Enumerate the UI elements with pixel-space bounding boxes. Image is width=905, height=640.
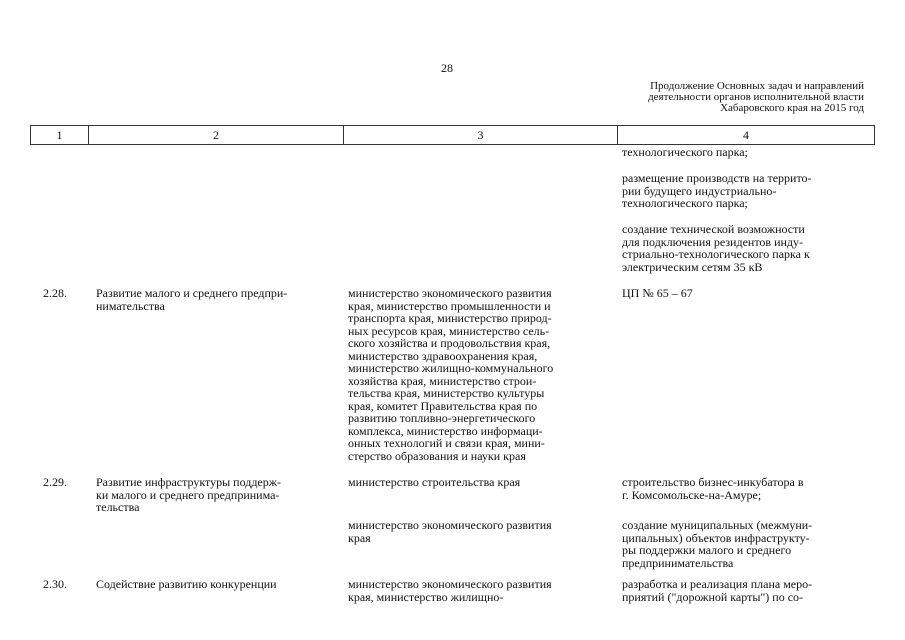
text-line: нимательства: [96, 298, 165, 313]
text-line: ры поддержки малого и среднего: [622, 543, 792, 557]
text-line: министерство экономического развития: [348, 577, 552, 591]
text-line: технологического парка;: [622, 145, 748, 159]
text-line: электрическим сетям 35 кВ: [622, 259, 763, 274]
executors-cell: [348, 578, 552, 603]
header-cell-4: 4: [743, 128, 749, 142]
text-line: края: [348, 530, 371, 545]
text-line: Развитие инфраструктуры поддерж-: [96, 475, 282, 489]
continuation-title: [592, 81, 864, 114]
text-line: края, министерство промышленности и: [348, 298, 551, 313]
executors-cell: [348, 519, 552, 544]
text-line: тельства края, министерство культуры: [348, 386, 545, 400]
text-line: создание технической возможности: [622, 222, 805, 236]
text-line: тельства: [96, 500, 140, 514]
task-cell: [96, 578, 277, 591]
text-line: министерство экономического развития: [348, 518, 552, 532]
text-line: онных технологий и связи края, мини-: [348, 436, 545, 450]
text-line: хозяйства края, министерство строи-: [348, 373, 537, 388]
text-line: края, министерство жилищно-: [348, 589, 504, 604]
text-line: стриально-технологического парка к: [622, 247, 810, 261]
text-line: размещение производств на террито-: [622, 171, 812, 185]
result-cell: [622, 519, 812, 569]
text-line: технологического парка;: [622, 196, 748, 210]
header-cell-1: 1: [31, 126, 89, 144]
page-number: 28: [441, 61, 453, 75]
result-cell: [622, 287, 693, 300]
text-line: комплекса, министерство информаци-: [348, 423, 543, 438]
text-line: разработка и реализация плана меро-: [622, 577, 813, 591]
result-cell: [622, 476, 804, 501]
text-line: создание муниципальных (межмуни-: [622, 518, 813, 532]
header-cell-3: 3: [344, 126, 618, 144]
text-line: министерство здравоохранения края,: [348, 348, 538, 363]
text-line: Содействие развитию конкуренции: [96, 577, 277, 591]
carryover-item: [622, 223, 810, 273]
text-line: рии будущего индустриально-: [622, 183, 777, 198]
text-line: ЦП № 65 – 67: [622, 286, 693, 300]
continuation-title-line: Хабаровского края на 2015 год: [720, 102, 864, 114]
executors-cell: [348, 287, 553, 462]
text-line: министерство строительства края: [348, 475, 521, 489]
continuation-title-line: деятельности органов исполнительной власти: [648, 91, 864, 103]
text-line: г. Комсомольске-на-Амуре;: [622, 487, 762, 502]
header-cell-2: 2: [89, 126, 344, 144]
text-line: ского хозяйства и продовольствия края,: [348, 336, 551, 350]
text-line: министерство жилищно-коммунального: [348, 361, 554, 375]
text-line: транспорта края, министерство природ-: [348, 311, 552, 325]
row-number: 2.28.: [43, 286, 67, 300]
text-line: стерство образования и науки края: [348, 448, 526, 463]
executors-cell: [348, 476, 520, 489]
continuation-title-line: Продолжение Основных задач и направлений: [650, 80, 864, 92]
row-number: 2.30.: [43, 577, 67, 591]
carryover-item: [622, 172, 812, 210]
text-line: ципальных) объектов инфраструкту-: [622, 530, 810, 545]
text-line: для подключения резидентов инду-: [622, 234, 804, 249]
table-header-row: [30, 125, 875, 145]
text-line: ных ресурсов края, министерство сель-: [348, 323, 550, 338]
text-line: края, комитет Правительства края по: [348, 398, 538, 413]
task-cell: [96, 287, 287, 312]
text-line: министерство экономического развития: [348, 286, 552, 300]
task-cell: [96, 476, 281, 514]
text-line: строительство бизнес-инкубатора в: [622, 475, 804, 489]
text-line: предпринимательства: [622, 555, 734, 570]
carryover-item: [622, 146, 748, 159]
row-number: 2.29.: [43, 475, 67, 489]
text-line: развитию топливно-энергетического: [348, 411, 536, 425]
text-line: ки малого и среднего предпринима-: [96, 487, 280, 502]
text-line: Развитие малого и среднего предпри-: [96, 286, 288, 300]
result-cell: [622, 578, 812, 603]
text-line: приятий ("дорожной карты") по со-: [622, 589, 804, 604]
